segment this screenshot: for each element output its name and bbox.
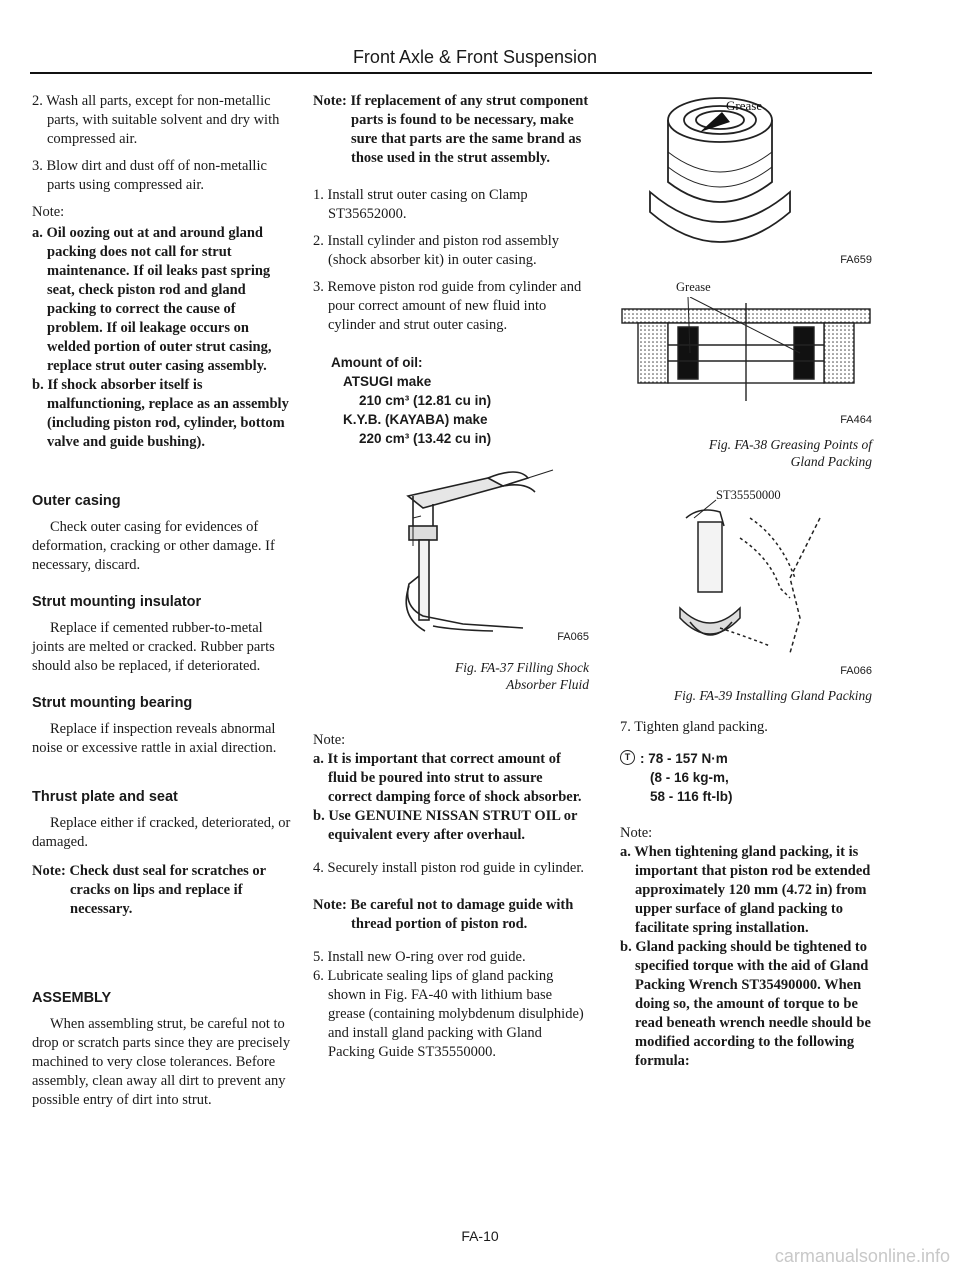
oil-amount-block xyxy=(313,353,589,448)
step-1: 1. Install strut outer casing on Clamp ST35652000. xyxy=(313,187,528,222)
note-b: b. If shock absorber itself is malfunctioning, replace as an assembly (including piston rod, cylinder, bottom valve and guide bushing). xyxy=(32,377,289,450)
note-a-3: a. When tightening gland packing, it is important that piston rod be extended approximately 120 mm (4.72 in) from upper surface of gland packing to facilitate spring installation. xyxy=(620,844,871,936)
fig-installing-gland-packing xyxy=(620,478,872,668)
fig37-caption: Fig. FA-37 Filling Shock Absorber Fluid xyxy=(455,660,589,692)
torque-icon xyxy=(620,750,635,765)
atsugi-value: 210 cm³ (12.81 cu in) xyxy=(359,393,492,408)
thrust-text: Replace either if cracked, deteriorated, or damaged. xyxy=(32,815,291,850)
torque-value-2: (8 - 16 kg-m, xyxy=(650,770,729,785)
note-top: Note: If replacement of any strut component parts is found to be necessary, make sure that parts are the same brand as those used in the strut assembly. xyxy=(313,93,589,166)
torque-symbol: T xyxy=(624,752,631,762)
tool-label: ST35550000 xyxy=(716,488,781,502)
watermark: carmanualsonline.info xyxy=(774,1246,950,1266)
fig-fa464-code: FA464 xyxy=(840,414,872,426)
fig37-code: FA065 xyxy=(557,631,589,643)
step-2b: 2. Install cylinder and piston rod assembly (shock absorber kit) in outer casing. xyxy=(313,233,560,268)
step-6: 6. Lubricate sealing lips of gland packing shown in Fig. FA-40 with lithium base grease (containing molybdenum disulphide) and install gland packing with Gland Packing Guide ST35550000. xyxy=(313,968,584,1060)
assembly-text: When assembling strut, be careful not to drop or scratch parts since they are precisely machined to very close tolerances. Before assembly, clean away all dirt to prevent any possible entry of dirt into strut. xyxy=(32,1016,291,1108)
torque-value-3: 58 - 116 ft-lb) xyxy=(650,789,733,804)
step-5: 5. Install new O-ring over rod guide. xyxy=(313,949,526,965)
fig-fa659-code: FA659 xyxy=(840,254,872,266)
step-3b: 3. Remove piston rod guide from cylinder and pour correct amount of new fluid into cylinder and strut outer casing. xyxy=(313,279,582,333)
fig38-caption: Fig. FA-38 Greasing Points of Gland Packing xyxy=(708,437,872,469)
kyb-value: 220 cm³ (13.42 cu in) xyxy=(359,431,492,446)
note-guide: Note: Be careful not to damage guide with thread portion of piston rod. xyxy=(313,897,574,932)
note-label-3: Note: xyxy=(620,825,653,841)
heading-insulator: Strut mounting insulator xyxy=(32,594,202,610)
fig39-drawing xyxy=(620,478,872,668)
fig-filling-shock-absorber xyxy=(313,456,583,636)
heading-outer-casing: Outer casing xyxy=(32,493,121,509)
step-3: 3. Blow dirt and dust off of non-metallic parts using compressed air. xyxy=(32,158,267,193)
heading-assembly: ASSEMBLY xyxy=(32,990,112,1006)
heading-bearing: Strut mounting bearing xyxy=(32,695,193,711)
torque-value-1: : 78 - 157 N·m xyxy=(640,751,728,766)
step-7: 7. Tighten gland packing. xyxy=(620,719,768,735)
fig-gland-packing-section xyxy=(620,297,872,407)
note-label-2: Note: xyxy=(313,732,346,748)
page-header: Front Axle & Front Suspension xyxy=(352,47,598,67)
grease-label-2: Grease xyxy=(676,280,711,294)
note-b-2: b. Use GENUINE NISSAN STRUT OIL or equivalent every after overhaul. xyxy=(313,808,578,843)
kyb-label: K.Y.B. (KAYABA) make xyxy=(343,412,488,427)
step-2: 2. Wash all parts, except for non-metallic parts, with suitable solvent and dry with compressed air. xyxy=(32,93,280,147)
fig-fa066-code: FA066 xyxy=(840,665,872,677)
header-rule xyxy=(30,72,872,74)
grease-label-1: Grease xyxy=(726,98,763,113)
atsugi-label: ATSUGI make xyxy=(343,374,432,389)
oil-label: Amount of oil: xyxy=(331,355,423,370)
fig-gland-packing-top xyxy=(630,92,882,257)
note-label: Note: xyxy=(32,204,65,220)
outer-casing-text: Check outer casing for evidences of deformation, cracking or other damage. If necessary, discard. xyxy=(32,519,275,573)
heading-thrust: Thrust plate and seat xyxy=(32,789,178,805)
page-number: FA-10 xyxy=(461,1228,499,1244)
column-left xyxy=(32,92,294,1118)
fig39-caption: Fig. FA-39 Installing Gland Packing xyxy=(673,688,872,703)
step-4: 4. Securely install piston rod guide in cylinder. xyxy=(313,860,585,876)
note-a: a. Oil oozing out at and around gland packing does not call for strut maintenance. If oil leaks past spring seat, check piston rod and gland packing to correct the cause of problem. If oil leakage occurs on welded portion of outer strut casing, replace strut outer casing assembly. xyxy=(32,225,272,374)
bearing-text: Replace if inspection reveals abnormal noise or excessive rattle in axial direction. xyxy=(32,721,277,756)
insulator-text: Replace if cemented rubber-to-metal joints are melted or cracked. Rubber parts should also be replaced, if deteriorated. xyxy=(32,620,275,674)
torque-spec xyxy=(620,749,872,806)
column-middle xyxy=(313,92,589,1070)
column-right xyxy=(620,92,872,1079)
thrust-note: Note: Check dust seal for scratches or cracks on lips and replace if necessary. xyxy=(32,863,266,917)
note-b-3: b. Gland packing should be tightened to specified torque with the aid of Gland Packing Wrench ST35490000. When doing so, the amount of torque to be read beneath wrench needle should be modified according to the following formula: xyxy=(620,939,871,1069)
note-a-2: a. It is important that correct amount of fluid be poured into strut to assure correct damping force of shock absorber. xyxy=(313,751,582,805)
